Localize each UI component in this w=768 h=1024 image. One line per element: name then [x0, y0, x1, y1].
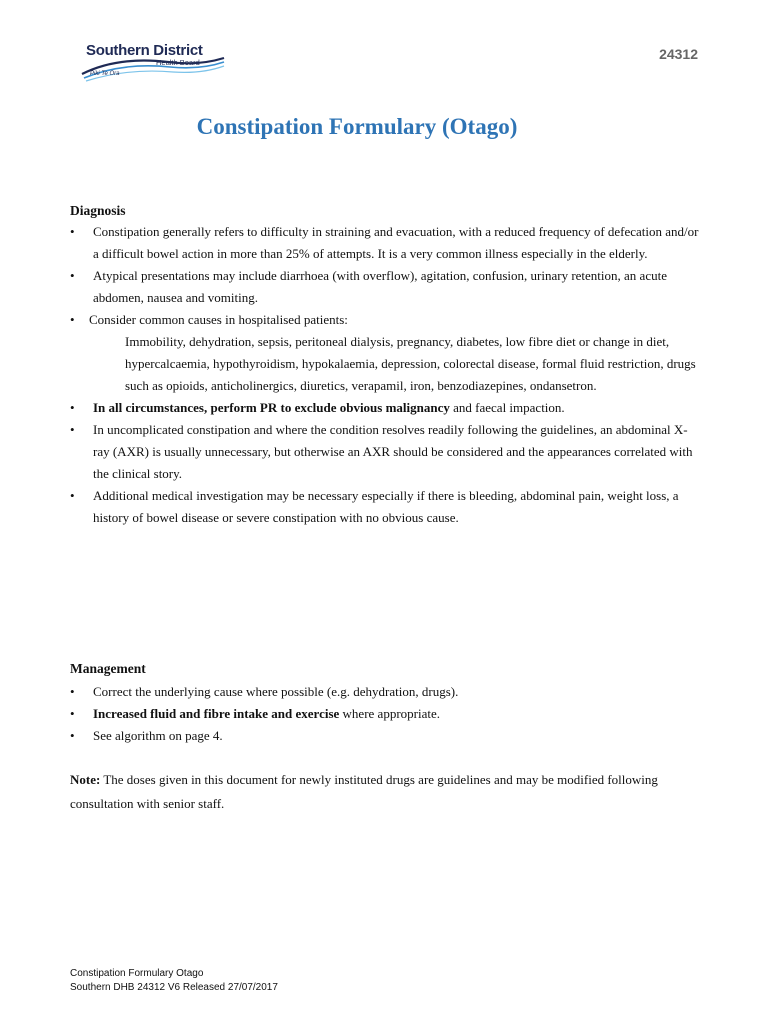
footer-title: Constipation Formulary Otago [70, 968, 204, 979]
bullet-icon: • [70, 400, 75, 415]
diagnosis-bullet-1: Constipation generally refers to difficulty in straining and evacuation, with a reduced frequency of defecation and/or a difficult bowel action in more than 25% of attempts. It is a very common illness especially in the elderly. [93, 224, 699, 261]
list-item [70, 397, 700, 419]
logo-subname: Health Board [156, 58, 200, 67]
bullet-icon: • [70, 268, 75, 283]
diagnosis-list [70, 221, 700, 529]
logo-waves-icon [78, 54, 228, 82]
footer-release: Southern DHB 24312 V6 Released 27/07/2017 [70, 982, 278, 993]
document-number: 24312 [659, 46, 698, 62]
logo-tagline: Piki Te Ora [90, 71, 120, 77]
diagnosis-bullet-2: Atypical presentations may include diarrhoea (with overflow), agitation, confusion, urinary retention, an acute abdomen, nausea and vomiting. [93, 268, 667, 305]
list-item [70, 725, 700, 747]
management-bullet-3: See algorithm on page 4. [93, 728, 223, 743]
list-item [70, 265, 700, 309]
pr-exam-emphasis: In all circumstances, perform PR to exclude obvious malignancy [93, 400, 450, 415]
bullet-icon: • [70, 706, 75, 721]
logo-name: Southern District [86, 42, 203, 59]
note-text: The doses given in this document for newly instituted drugs are guidelines and may be modified following consultation with senior staff. [70, 772, 658, 811]
note-label: Note: [70, 772, 101, 787]
bullet-icon: • [70, 224, 75, 239]
management-bullet-1: Correct the underlying cause where possible (e.g. dehydration, drugs). [93, 684, 459, 699]
fluid-fibre-emphasis: Increased fluid and fibre intake and exercise [93, 706, 340, 721]
bullet-icon: • [70, 312, 75, 327]
list-item [70, 681, 700, 703]
common-causes-text: Immobility, dehydration, sepsis, peritoneal dialysis, pregnancy, diabetes, low fibre diet or change in diet, hypercalcaemia, hypothyroidism, hypokalaemia, depression, colorectal disease, formal fluid restriction, drugs such as opioids, anticholinergics, diuretics, verapamil, iron, benzodiazepines, ondansetron. [125, 334, 696, 393]
management-heading: Management [70, 661, 146, 676]
bullet-icon: • [70, 684, 75, 699]
diagnosis-bullet-3: Consider common causes in hospitalised patients: [89, 312, 348, 327]
diagnosis-heading: Diagnosis [70, 203, 126, 218]
diagnosis-bullet-5: In uncomplicated constipation and where the condition resolves readily following the guidelines, an abdominal X-ray (AXR) is usually unnecessary, but otherwise an AXR should be considered and the appearances correlated with the clinical story. [93, 422, 693, 481]
page-title: Constipation Formulary (Otago) [196, 114, 518, 139]
management-list [70, 681, 700, 747]
list-item [70, 703, 700, 725]
bullet-icon: • [70, 488, 75, 503]
list-item [70, 221, 700, 265]
list-item [70, 485, 700, 529]
diagnosis-bullet-6: Additional medical investigation may be necessary especially if there is bleeding, abdominal pain, weight loss, a history of bowel disease or severe constipation with no obvious cause. [93, 488, 679, 525]
page-footer [70, 967, 278, 995]
bullet-icon: • [70, 422, 75, 437]
list-item [70, 419, 700, 485]
fluid-fibre-rest: where appropriate. [339, 706, 440, 721]
sdhb-logo [78, 40, 228, 84]
pr-exam-rest: and faecal impaction. [449, 400, 565, 415]
bullet-icon: • [70, 728, 75, 743]
dose-note [70, 768, 700, 816]
list-item [70, 309, 700, 397]
